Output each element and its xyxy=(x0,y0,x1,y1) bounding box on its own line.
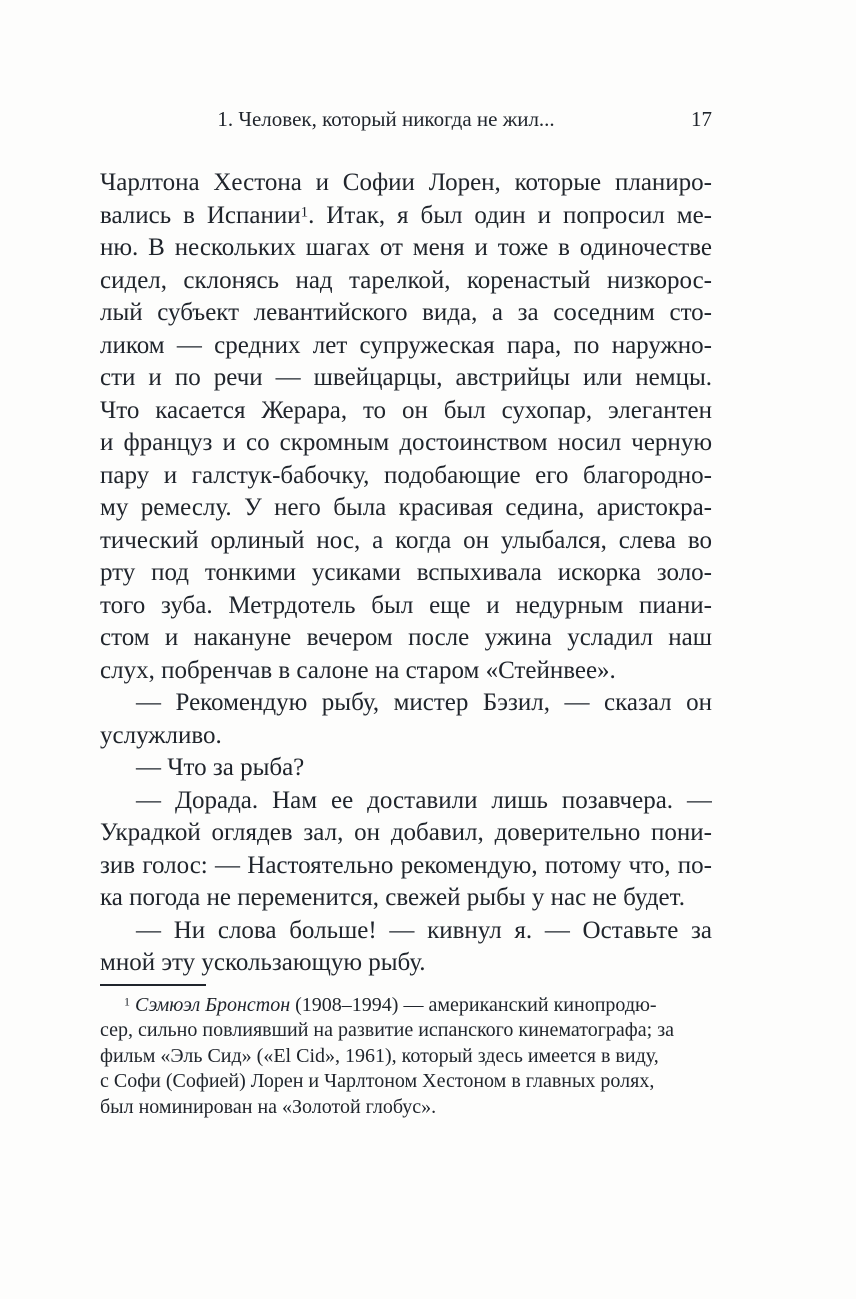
text-line xyxy=(100,200,712,233)
text-segment: зив голос: — Настоятельно рекомендую, потому что, по- xyxy=(100,851,712,879)
text-line xyxy=(100,590,712,623)
text-segment: сер, сильно повлиявший на развитие испанского кинематографа; за xyxy=(100,1019,674,1041)
page-header xyxy=(100,106,712,132)
text-segment: тический орлиный нос, а когда он улыбался, слева во xyxy=(100,526,712,554)
text-line xyxy=(100,622,712,655)
text-segment: ка погода не переменится, свежей рыбы у нас не будет. xyxy=(100,884,685,911)
text-segment: вались в Испании xyxy=(100,201,301,229)
text-line xyxy=(100,817,712,850)
text-segment: му ремеслу. У него была красивая седина, аристокра- xyxy=(100,494,712,521)
text-segment: . Итак, я был один и попросил ме- xyxy=(308,201,712,229)
text-line xyxy=(100,330,712,363)
text-line xyxy=(100,850,712,883)
text-line xyxy=(100,232,712,265)
page-number: 17 xyxy=(691,107,712,131)
text-segment: того зуба. Метрдотель был еще и недурным пиани- xyxy=(100,591,712,619)
text-segment: ню. В нескольких шагах от меня и тоже в одиночестве xyxy=(100,234,712,261)
text-segment: сти и по речи — швейцарцы, австрийцы или немцы. xyxy=(100,364,712,391)
text-line xyxy=(100,1069,712,1095)
text-segment: пару и галстук-бабочку, подобающие его благородно- xyxy=(100,461,712,489)
text-segment: — Ни слова больше! — кивнул я. — Оставьте за xyxy=(136,916,712,944)
footnote-separator xyxy=(100,984,206,986)
text-segment: ликом — средних лет супружеская пара, по наружно- xyxy=(100,331,712,359)
text-line xyxy=(100,1018,712,1044)
text-segment: — Дорада. Нам ее доставили лишь позавчера. — xyxy=(136,786,712,814)
text-line xyxy=(100,362,712,395)
text-line xyxy=(100,167,712,200)
text-segment: (1908–1994) — американский кинопродю- xyxy=(290,993,657,1016)
text-segment: слух, побренчав в салоне на старом «Стейнвее». xyxy=(100,656,616,684)
text-line xyxy=(100,1095,712,1121)
text-segment: — Что за рыба? xyxy=(136,754,305,781)
text-segment: и француз и со скромным достоинством носил черную xyxy=(100,429,712,456)
text-line xyxy=(100,1044,712,1070)
text-segment: Украдкой оглядев зал, он добавил, доверительно пони- xyxy=(100,819,712,846)
text-line xyxy=(100,395,712,428)
text-line xyxy=(100,720,712,753)
text-line xyxy=(100,427,712,460)
text-segment: сидел, склонясь над тарелкой, коренастый низкорос- xyxy=(100,266,712,294)
text-line xyxy=(100,492,712,525)
text-line xyxy=(100,915,712,948)
text-segment: фильм «Эль Сид» («El Cid», 1961), который здесь имеется в виду, xyxy=(100,1044,659,1067)
text-segment: Что касается Жерара, то он был сухопар, элегантен xyxy=(100,396,712,424)
text-segment: Чарлтона Хестона и Софии Лорен, которые планиро- xyxy=(100,169,712,196)
text-segment: с Софи (Софией) Лорен и Чарлтоном Хестоном в главных ролях, xyxy=(100,1070,655,1092)
text-line xyxy=(100,752,712,785)
text-segment: услужливо. xyxy=(100,721,222,749)
text-segment: был номинирован на «Золотой глобус». xyxy=(100,1095,437,1118)
text-line xyxy=(100,687,712,720)
running-title: 1. Человек, который никогда не жил... xyxy=(217,107,555,131)
text-segment: Сэмюэл Бронстон xyxy=(135,993,291,1016)
text-line xyxy=(100,655,712,688)
footnote-reference: 1 xyxy=(300,203,309,220)
footnote-reference: 1 xyxy=(124,994,130,1009)
text-line xyxy=(100,785,712,818)
text-segment: лый субъект левантийского вида, а за соседним сто- xyxy=(100,299,712,326)
text-segment: мной эту ускользающую рыбу. xyxy=(100,949,426,976)
text-line xyxy=(100,882,712,915)
text-line xyxy=(100,297,712,330)
text-segment: рту под тонкими усиками вспыхивала искорка золо- xyxy=(100,559,712,586)
text-line xyxy=(100,265,712,298)
text-line xyxy=(100,557,712,590)
text-line xyxy=(100,947,712,980)
footnote xyxy=(100,993,712,1121)
text-line xyxy=(100,525,712,558)
body-text xyxy=(100,167,712,980)
text-line xyxy=(100,460,712,493)
text-line xyxy=(100,993,712,1019)
text-segment: — Рекомендую рыбу, мистер Бэзил, — сказал он xyxy=(136,689,712,716)
text-segment: стом и накануне вечером после ужина усладил наш xyxy=(100,624,712,651)
